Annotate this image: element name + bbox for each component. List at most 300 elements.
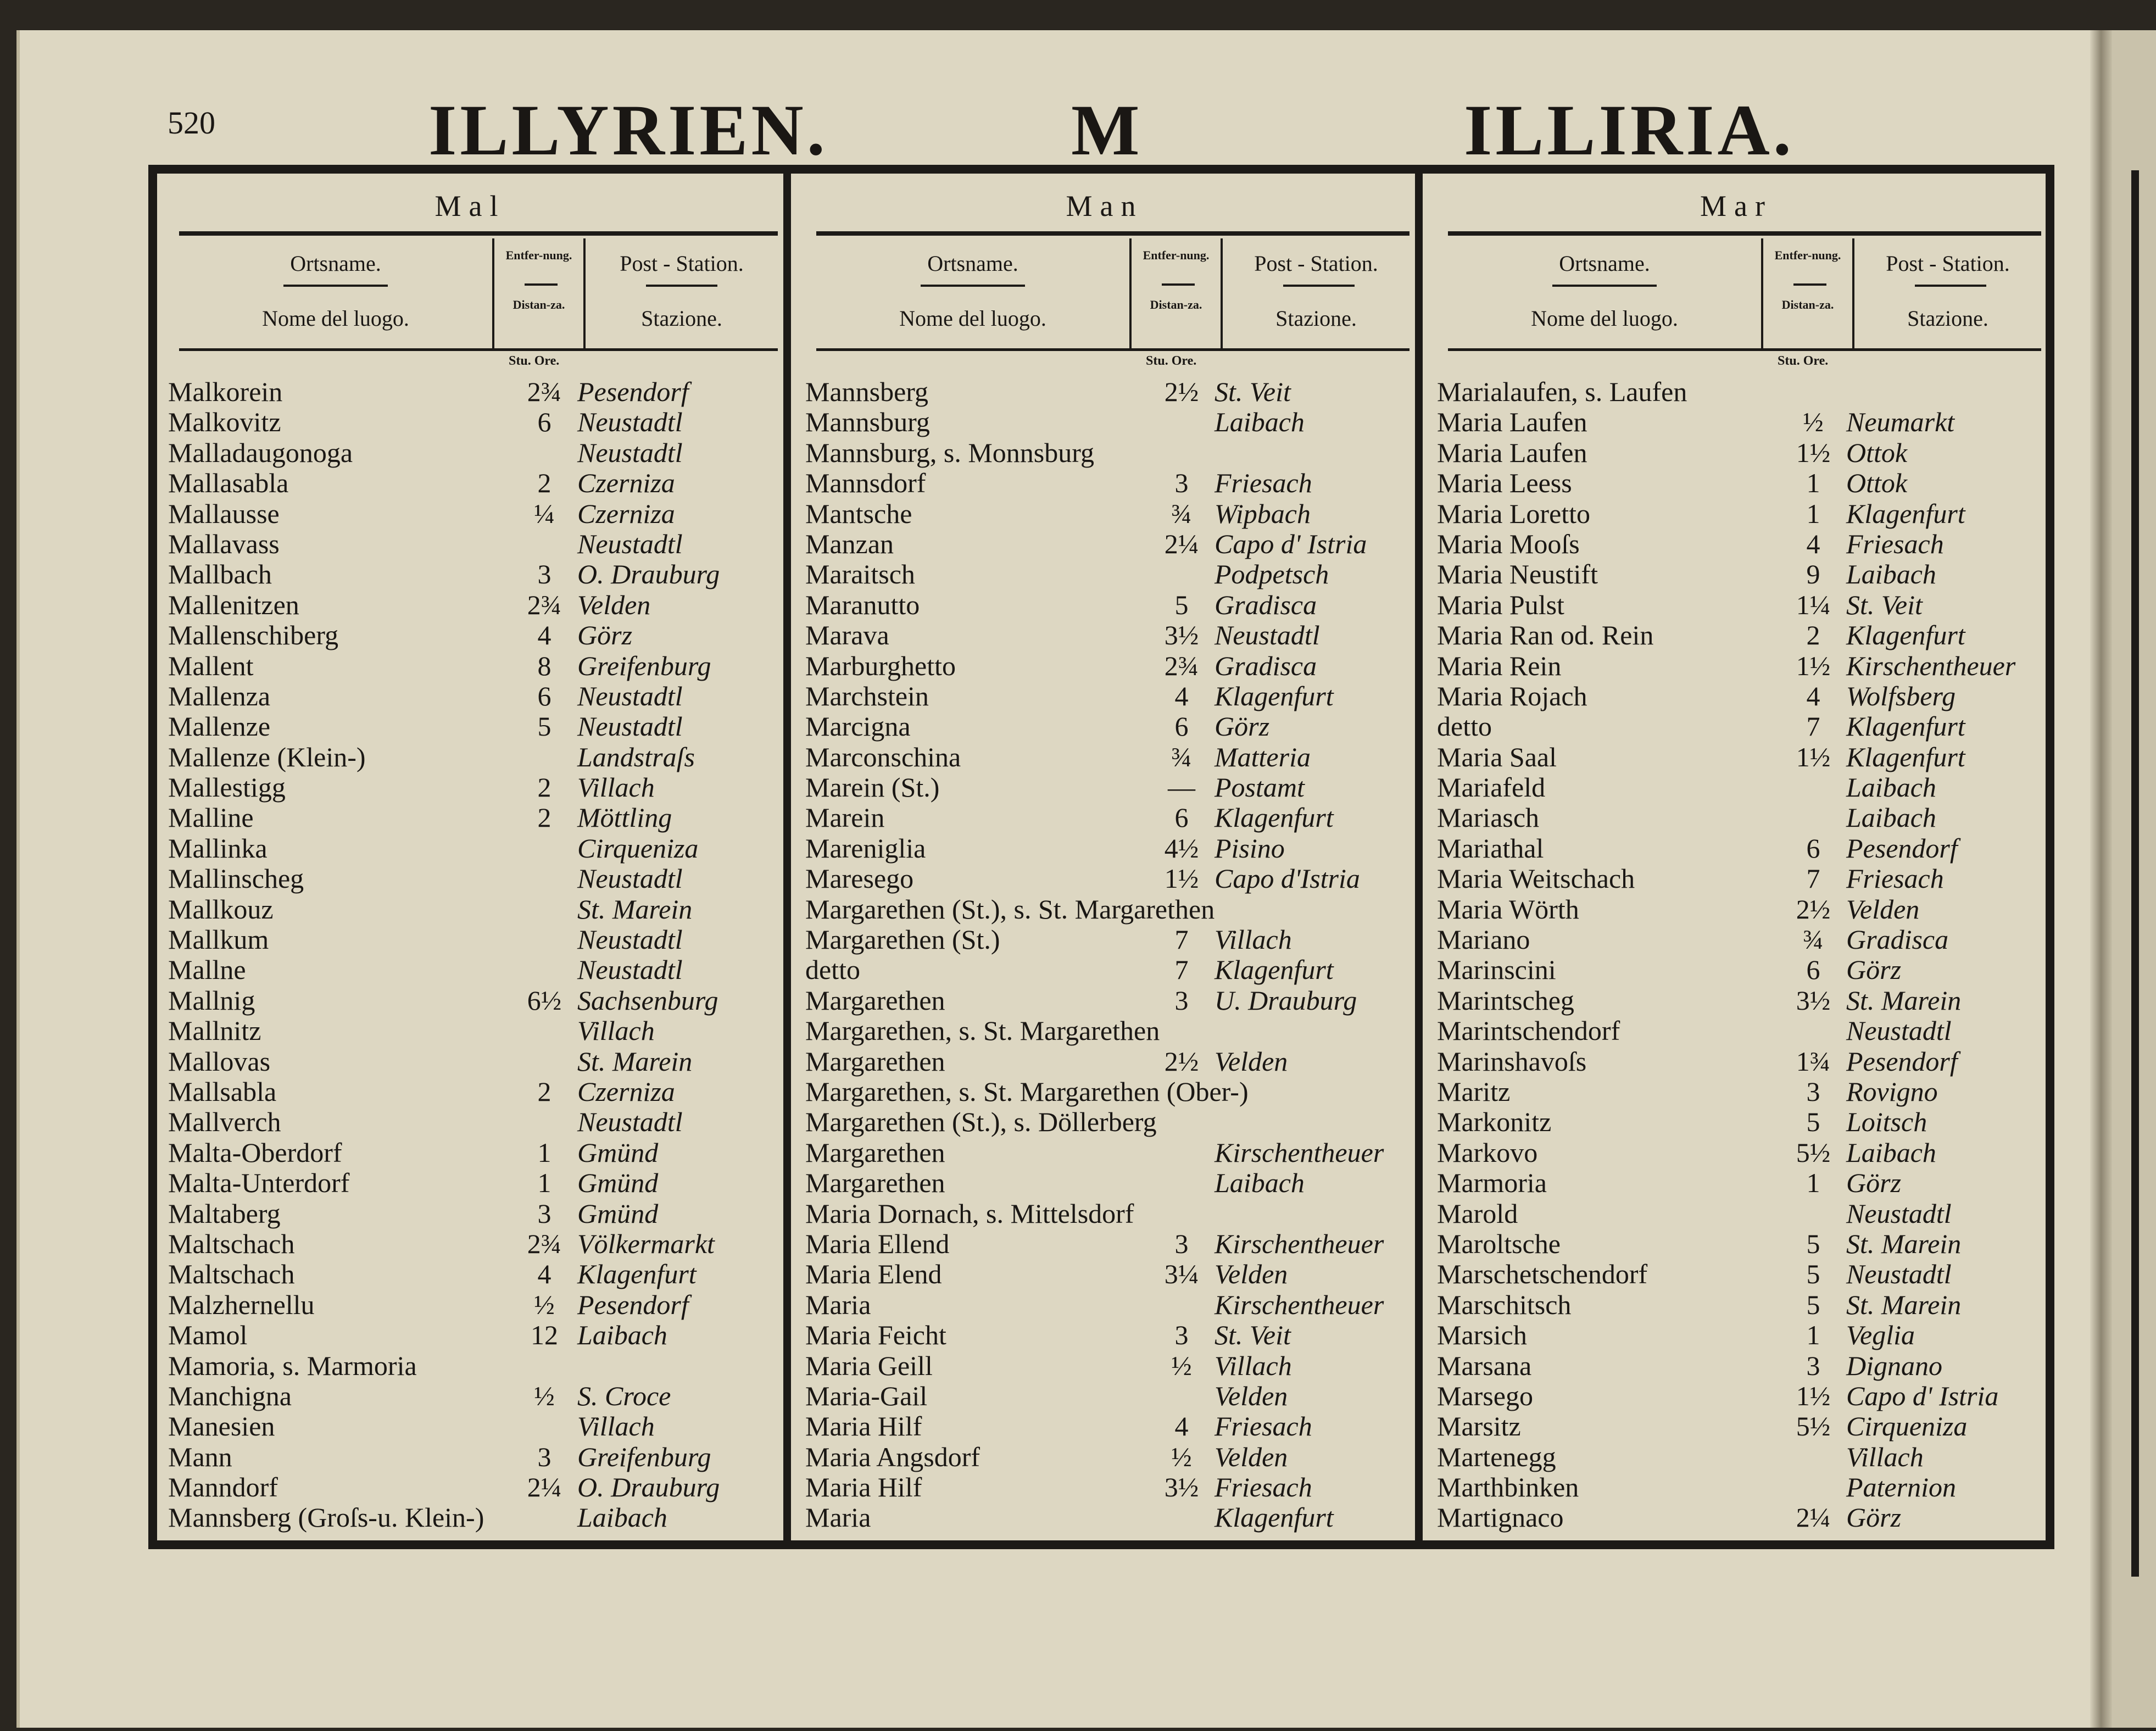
distance: 2½ xyxy=(1796,893,1831,925)
next-page-frame xyxy=(2131,170,2139,1577)
post-station: Klagenfurt xyxy=(1846,741,1965,772)
table-row xyxy=(805,559,1415,589)
distance: 5 xyxy=(1174,589,1189,620)
header-underline xyxy=(1793,283,1826,286)
place-name: Malta-Oberdorf xyxy=(168,1137,342,1168)
distance: 2¾ xyxy=(527,376,562,407)
post-station: Villach xyxy=(1215,1350,1292,1381)
place-name: Maria Leess xyxy=(1437,467,1572,499)
post-station: Pesendorf xyxy=(1846,832,1958,864)
distance: 5½ xyxy=(1796,1411,1831,1442)
table-row xyxy=(1437,438,2047,468)
table-row xyxy=(805,1107,1415,1137)
post-station: Greifenburg xyxy=(577,1441,711,1472)
post-station: Pesendorf xyxy=(1846,1045,1958,1077)
header-rule xyxy=(816,231,1410,236)
table-row xyxy=(1437,772,2047,803)
table-row xyxy=(1437,986,2047,1016)
distance: 1 xyxy=(537,1167,551,1199)
distance: 1½ xyxy=(1796,437,1831,468)
distance: ¾ xyxy=(1803,924,1824,955)
post-station: Velden xyxy=(577,589,651,620)
place-name: Marein (St.) xyxy=(805,772,940,803)
distance: ¼ xyxy=(534,498,555,529)
place-name: Manzan xyxy=(805,528,894,559)
place-name: Mallne xyxy=(168,954,246,986)
name-header xyxy=(816,238,1129,348)
place-name: Margarethen (St.) xyxy=(805,924,1000,955)
post-station: Klagenfurt xyxy=(577,1259,697,1290)
post-station: Neustadtl xyxy=(577,924,683,955)
distance: 6 xyxy=(1806,832,1820,864)
place-name: Marintscheg xyxy=(1437,984,1574,1016)
distance: 4 xyxy=(1174,680,1189,711)
table-row xyxy=(805,1259,1415,1289)
table-row xyxy=(805,1320,1415,1350)
place-name: Mallenza xyxy=(168,680,271,711)
place-name: Mallenze xyxy=(168,711,271,742)
post-station: Matteria xyxy=(1215,741,1311,772)
post-station: Postamt xyxy=(1215,772,1305,803)
table-row xyxy=(1437,1168,2047,1198)
distance-header xyxy=(1129,238,1223,348)
post-station: St. Marein xyxy=(1846,984,1962,1016)
distance: 7 xyxy=(1806,711,1820,742)
distance: ¾ xyxy=(1171,741,1192,772)
post-station: Velden xyxy=(1215,1259,1288,1290)
post-station: Paternion xyxy=(1846,1472,1956,1503)
table-row xyxy=(168,772,783,803)
name-header-it: Nome del luogo. xyxy=(1531,306,1678,331)
table-row xyxy=(168,1411,783,1441)
post-station: Pesendorf xyxy=(577,376,689,407)
entry-list xyxy=(805,377,1415,1533)
table-row xyxy=(1437,1411,2047,1441)
table-row xyxy=(168,1077,783,1107)
post-station: Wipbach xyxy=(1215,498,1311,529)
place-name: Mallkum xyxy=(168,924,269,955)
table-row xyxy=(168,1259,783,1289)
place-name: Maria Elend xyxy=(805,1259,942,1290)
place-name: Mariano xyxy=(1437,924,1530,955)
name-header xyxy=(179,238,492,348)
table-row xyxy=(805,499,1415,529)
distance-header-de: Entfer-nung. xyxy=(1143,248,1210,262)
table-row xyxy=(1437,1442,2047,1472)
table-row xyxy=(805,711,1415,742)
place-name: Maria Geill xyxy=(805,1350,933,1381)
distance: 6 xyxy=(1806,954,1820,986)
table-row xyxy=(168,438,783,468)
place-name: Marialaufen, s. Laufen xyxy=(1437,376,1687,407)
place-name: Mannsberg xyxy=(805,376,929,407)
place-name: Maria Saal xyxy=(1437,741,1557,772)
place-name: Maria Laufen xyxy=(1437,407,1587,438)
place-name: Mallbach xyxy=(168,559,272,590)
distance: 5 xyxy=(1806,1289,1820,1320)
table-row xyxy=(1437,1259,2047,1289)
post-station: Villach xyxy=(577,772,655,803)
entry-list xyxy=(1437,377,2047,1533)
distance: ½ xyxy=(534,1380,555,1411)
place-name: Maria Angsdorf xyxy=(805,1441,980,1472)
distance: 2 xyxy=(537,772,551,803)
column-subheader xyxy=(816,238,1410,348)
table-row xyxy=(805,925,1415,955)
table-column xyxy=(157,174,783,1540)
place-name: Malkorein xyxy=(168,376,283,407)
table-row xyxy=(1437,1502,2047,1533)
post-station: O. Drauburg xyxy=(577,559,720,590)
distance: 2¼ xyxy=(527,1472,562,1503)
table-row xyxy=(1437,1320,2047,1350)
place-name: Maria Dornach, s. Mittelsdorf xyxy=(805,1198,1134,1229)
table-row xyxy=(1437,559,2047,589)
place-name: Malkovitz xyxy=(168,407,281,438)
table-row xyxy=(1437,468,2047,498)
table-row xyxy=(168,529,783,559)
station-header-de: Post - Station. xyxy=(1254,251,1378,276)
place-name: Maria Ellend xyxy=(805,1228,950,1259)
post-station: Klagenfurt xyxy=(1215,680,1334,711)
distance: 3 xyxy=(1174,467,1189,499)
distance-header xyxy=(492,238,586,348)
table-row xyxy=(805,468,1415,498)
place-name: detto xyxy=(805,954,860,986)
subheader-rule xyxy=(816,348,1410,351)
place-name: Marschitsch xyxy=(1437,1289,1572,1320)
distance: ½ xyxy=(1171,1350,1192,1381)
post-station: U. Drauburg xyxy=(1215,984,1357,1016)
name-header-de: Ortsname. xyxy=(290,251,381,276)
place-name: Manesien xyxy=(168,1411,275,1442)
place-name: Maria Pulst xyxy=(1437,589,1564,620)
table-row xyxy=(1437,1016,2047,1046)
table-row xyxy=(168,1381,783,1411)
distance: 1 xyxy=(537,1137,551,1168)
post-station: Velden xyxy=(1846,893,1920,925)
table-row xyxy=(805,438,1415,468)
post-station: Dignano xyxy=(1846,1350,1942,1381)
title-german: ILLYRIEN. xyxy=(428,90,828,170)
post-station: Laibach xyxy=(1846,772,1936,803)
table-row xyxy=(1437,1472,2047,1502)
entry-list xyxy=(168,377,783,1533)
table-row xyxy=(168,1442,783,1472)
distance: 2¾ xyxy=(527,1228,562,1259)
place-name: Mannsberg (Groſs-u. Klein-) xyxy=(168,1502,484,1533)
table-row xyxy=(168,1047,783,1077)
distance: 6 xyxy=(537,407,551,438)
table-row xyxy=(805,894,1415,925)
table-row xyxy=(168,1472,783,1502)
post-station: Cirqueniza xyxy=(1846,1411,1968,1442)
post-station: Klagenfurt xyxy=(1215,802,1334,833)
place-name: Maria xyxy=(805,1502,871,1533)
post-station: Laibach xyxy=(577,1502,667,1533)
post-station: Laibach xyxy=(1846,802,1936,833)
table-row xyxy=(805,1077,1415,1107)
post-station: Klagenfurt xyxy=(1846,711,1965,742)
distance: 4½ xyxy=(1164,832,1199,864)
table-row xyxy=(805,986,1415,1016)
table-column xyxy=(1426,174,2047,1540)
place-name: Mallasabla xyxy=(168,467,289,499)
post-station: Gradisca xyxy=(1846,924,1949,955)
post-station: Pesendorf xyxy=(577,1289,689,1320)
header-underline xyxy=(525,283,558,286)
place-name: Mallovas xyxy=(168,1045,271,1077)
place-name: Maria-Gail xyxy=(805,1380,928,1411)
table-row xyxy=(1437,1138,2047,1168)
station-header xyxy=(1854,238,2041,348)
table-row xyxy=(168,742,783,772)
distance: 3 xyxy=(1806,1350,1820,1381)
place-name: Mallent xyxy=(168,650,254,681)
place-name: Mamol xyxy=(168,1320,248,1351)
table-row xyxy=(805,407,1415,437)
place-name: Mallinscheg xyxy=(168,863,304,894)
distance: 3½ xyxy=(1796,984,1831,1016)
post-station: Neustadtl xyxy=(1846,1259,1952,1290)
table-row xyxy=(805,1199,1415,1229)
table-row xyxy=(1437,529,2047,559)
post-station: St. Veit xyxy=(1215,376,1291,407)
distance: 3½ xyxy=(1164,1472,1199,1503)
distance: 2½ xyxy=(1164,376,1199,407)
post-station: Velden xyxy=(1215,1045,1288,1077)
place-name: Maria Mooſs xyxy=(1437,528,1580,559)
post-station: Friesach xyxy=(1846,528,1944,559)
header-underline xyxy=(283,285,388,287)
table-row xyxy=(168,1351,783,1381)
table-row xyxy=(168,1320,783,1350)
post-station: Neustadtl xyxy=(577,407,683,438)
post-station: Görz xyxy=(1215,711,1270,742)
post-station: Villach xyxy=(577,1015,655,1047)
station-header xyxy=(1223,238,1410,348)
post-station: Rovigno xyxy=(1846,1076,1938,1107)
place-name: Marconschina xyxy=(805,741,961,772)
place-name: Maraitsch xyxy=(805,559,915,590)
table-row xyxy=(1437,1351,2047,1381)
post-station: Gmünd xyxy=(577,1137,659,1168)
post-station: Capo d' Istria xyxy=(1215,528,1367,559)
table-row xyxy=(168,803,783,833)
station-header-it: Stazione. xyxy=(641,306,722,331)
table-row xyxy=(168,1199,783,1229)
table-row xyxy=(1437,742,2047,772)
table-row xyxy=(1437,864,2047,894)
table-row xyxy=(168,711,783,742)
title-italian: ILLIRIA. xyxy=(1464,90,1795,170)
post-station: Landstraſs xyxy=(577,741,695,772)
post-station: Wolfsberg xyxy=(1846,680,1956,711)
post-station: Podpetsch xyxy=(1215,559,1329,590)
post-station: Laibach xyxy=(1846,1137,1936,1168)
post-station: Neustadtl xyxy=(1215,620,1320,651)
place-name: Marmoria xyxy=(1437,1167,1547,1199)
distance: 7 xyxy=(1806,863,1820,894)
table-row xyxy=(168,559,783,589)
distance: 3 xyxy=(1806,1076,1820,1107)
header-underline xyxy=(1915,285,1986,287)
next-page-edge xyxy=(2112,30,2156,1728)
distance: 12 xyxy=(531,1320,558,1351)
place-name: Markonitz xyxy=(1437,1106,1552,1138)
table-row xyxy=(1437,894,2047,925)
table-row xyxy=(805,742,1415,772)
place-name: Maritz xyxy=(1437,1076,1511,1107)
table-row xyxy=(805,1016,1415,1046)
place-name: Mallestigg xyxy=(168,772,286,803)
table-row xyxy=(805,864,1415,894)
distance: 6 xyxy=(1174,711,1189,742)
place-name: Marsitz xyxy=(1437,1411,1521,1442)
post-station: St. Marein xyxy=(1846,1228,1962,1259)
table-row xyxy=(1437,590,2047,620)
distance-header-it: Distan-za. xyxy=(512,298,565,311)
post-station: Villach xyxy=(1215,924,1292,955)
post-station: Sachsenburg xyxy=(577,984,718,1016)
place-name: Malta-Unterdorf xyxy=(168,1167,350,1199)
distance: 2¾ xyxy=(527,589,562,620)
place-name: Maria Neustift xyxy=(1437,559,1598,590)
place-name: Malladaugonoga xyxy=(168,437,353,468)
table-row xyxy=(168,407,783,437)
name-header-de: Ortsname. xyxy=(927,251,1018,276)
distance: 2 xyxy=(537,467,551,499)
post-station: Kirschentheuer xyxy=(1846,650,2016,681)
place-name: Maltaberg xyxy=(168,1198,281,1229)
column-title: Mar xyxy=(1700,190,1773,222)
name-header-it: Nome del luogo. xyxy=(262,306,409,331)
post-station: Neumarkt xyxy=(1846,407,1955,438)
table-row xyxy=(805,651,1415,681)
gazetteer-table xyxy=(148,165,2054,1549)
distance-header-de: Entfer-nung. xyxy=(505,248,572,262)
place-name: Marsana xyxy=(1437,1350,1532,1381)
table-row xyxy=(168,833,783,864)
header-underline xyxy=(921,285,1025,287)
distance: 3 xyxy=(1174,1228,1189,1259)
post-station: Görz xyxy=(1846,1167,1902,1199)
table-row xyxy=(168,864,783,894)
page-number: 520 xyxy=(168,105,215,141)
distance: 1½ xyxy=(1164,863,1199,894)
place-name: Maria Rojach xyxy=(1437,680,1587,711)
table-row xyxy=(1437,833,2047,864)
post-station: Neustadtl xyxy=(577,711,683,742)
distance: ½ xyxy=(1171,1441,1192,1472)
distance: 3 xyxy=(537,1198,551,1229)
distance: 4 xyxy=(1174,1411,1189,1442)
table-row xyxy=(805,590,1415,620)
place-name: Martignaco xyxy=(1437,1502,1564,1533)
post-station: Görz xyxy=(1846,954,1902,986)
post-station: Gmünd xyxy=(577,1198,659,1229)
post-station: Neustadtl xyxy=(1846,1015,1952,1047)
place-name: Marcigna xyxy=(805,711,911,742)
place-name: Mann xyxy=(168,1441,232,1472)
place-name: Mariathal xyxy=(1437,832,1544,864)
place-name: Maria Loretto xyxy=(1437,498,1591,529)
column-subheader xyxy=(179,238,778,348)
post-station: Czerniza xyxy=(577,467,675,499)
table-row xyxy=(168,377,783,407)
post-station: Laibach xyxy=(577,1320,667,1351)
distance: ½ xyxy=(534,1289,555,1320)
distance: 1¼ xyxy=(1796,589,1831,620)
table-row xyxy=(168,651,783,681)
station-header-de: Post - Station. xyxy=(620,251,744,276)
table-row xyxy=(805,620,1415,650)
table-row xyxy=(168,1016,783,1046)
header-underline xyxy=(1552,285,1657,287)
post-station: Velden xyxy=(1215,1380,1288,1411)
station-header-de: Post - Station. xyxy=(1886,251,2010,276)
distance: 3 xyxy=(1174,984,1189,1016)
place-name: Maria Laufen xyxy=(1437,437,1587,468)
table-row xyxy=(1437,377,2047,407)
distance: ½ xyxy=(1803,407,1824,438)
table-row xyxy=(1437,925,2047,955)
table-row xyxy=(805,1442,1415,1472)
post-station: Neustadtl xyxy=(577,528,683,559)
post-station: S. Croce xyxy=(577,1380,671,1411)
table-row xyxy=(805,529,1415,559)
post-station: Veglia xyxy=(1846,1320,1915,1351)
table-row xyxy=(168,590,783,620)
distance: 2 xyxy=(1806,620,1820,651)
distance: ¾ xyxy=(1171,498,1192,529)
distance: 5 xyxy=(1806,1259,1820,1290)
distance-header-de: Entfer-nung. xyxy=(1774,248,1841,262)
place-name: Mallverch xyxy=(168,1106,281,1138)
post-station: Czerniza xyxy=(577,1076,675,1107)
table-row xyxy=(1437,651,2047,681)
post-station: Cirqueniza xyxy=(577,832,699,864)
table-row xyxy=(805,772,1415,803)
distance: 1 xyxy=(1806,498,1820,529)
table-row xyxy=(805,1472,1415,1502)
post-station: Völkermarkt xyxy=(577,1228,715,1259)
post-station: Neustadtl xyxy=(1846,1198,1952,1229)
column-title: Man xyxy=(1066,190,1144,222)
distance: 5 xyxy=(1806,1228,1820,1259)
post-station: Velden xyxy=(1215,1441,1288,1472)
header-underline xyxy=(1283,285,1355,287)
table-row xyxy=(805,681,1415,711)
place-name: Malzhernellu xyxy=(168,1289,315,1320)
place-name: Marsego xyxy=(1437,1380,1533,1411)
distance: 6 xyxy=(537,680,551,711)
post-station: Klagenfurt xyxy=(1846,498,1965,529)
place-name: Marein xyxy=(805,802,885,833)
table-row xyxy=(168,1290,783,1320)
table-row xyxy=(1437,711,2047,742)
table-column xyxy=(794,174,1415,1540)
post-station: Villach xyxy=(577,1411,655,1442)
distance: 1 xyxy=(1806,1167,1820,1199)
place-name: Mannsburg, s. Monnsburg xyxy=(805,437,1094,468)
place-name: Mannsburg xyxy=(805,407,930,438)
place-name: Mantsche xyxy=(805,498,912,529)
place-name: Margarethen, s. St. Margarethen (Ober-) xyxy=(805,1076,1249,1107)
distance: 1½ xyxy=(1796,650,1831,681)
post-station: Görz xyxy=(577,620,633,651)
table-row xyxy=(168,1502,783,1533)
